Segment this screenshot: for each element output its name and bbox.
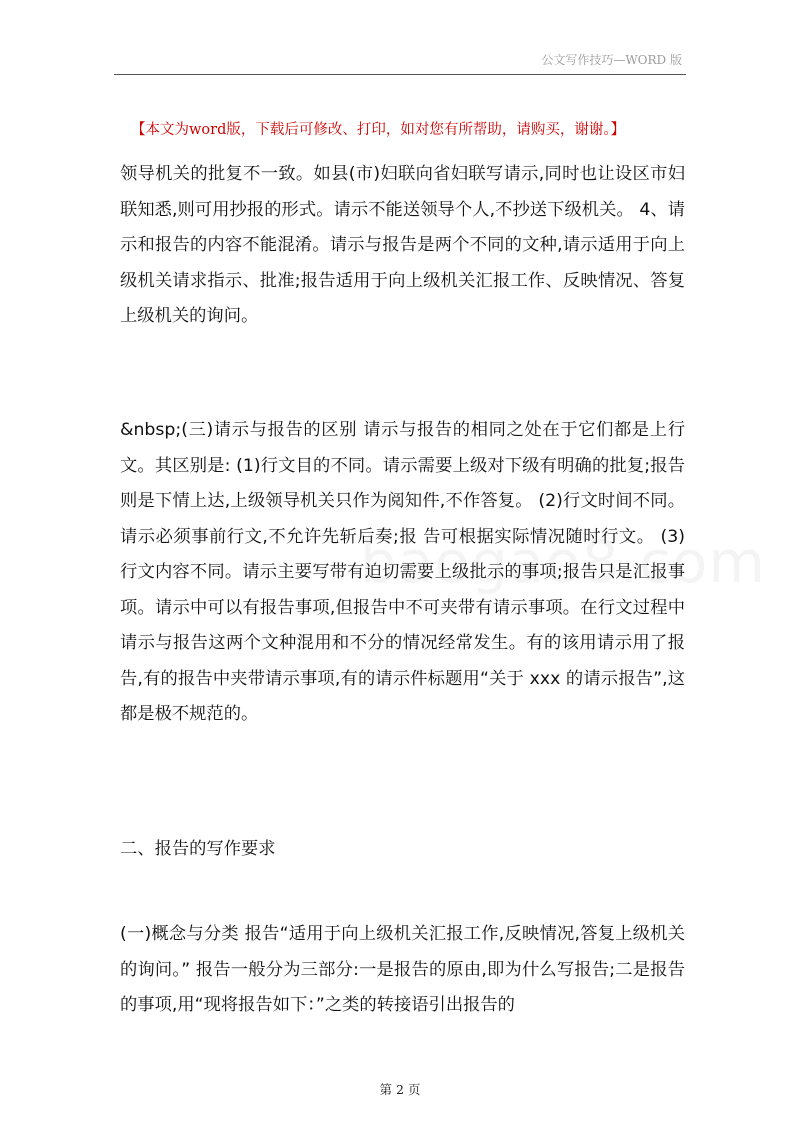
section-heading: 二、报告的写作要求 xyxy=(120,839,276,859)
body-paragraph: 领导机关的批复不一致。如县(市)妇联向省妇联写请示,同时也让设区市妇联知悉,则可用抄报的形式。请示不能送领导个人,不抄送下级机关。 4、请示和报告的内容不能混淆。请示与报告是两个不同的文种,请示适用于向上级机关请求指示、批准;报告适用于向上级机关汇报工作、反映情况、答复上级机关的询问。 xyxy=(120,164,685,326)
header-divider xyxy=(114,74,686,75)
page-number: 第 2 页 xyxy=(379,1082,421,1097)
download-notice: 【本文为word版，下载后可修改、打印，如对您有所帮助，请购买，谢谢。】 xyxy=(131,122,626,138)
body-paragraph: (一)概念与分类 报告“适用于向上级机关汇报工作,反映情况,答复上级机关 的询问。” 报告一般分为三部分:一是报告的原由,即为什么写报告;二是报告的事项,用“现将报告如下：”之类的转接语引出报告的 xyxy=(120,924,685,1015)
document-header: 公文写作技巧—WORD 版 xyxy=(541,53,682,67)
body-paragraph: &nbsp;(三)请示与报告的区别 请示与报告的相同之处在于它们都是上行文。其区别是: (1)行文目的不同。请示需要上级对下级有明确的批复;报告 则是下情上达,上级领导机关只作为阅知件,不作答复。 (2)行文时间不同。请示必须事前行文,不允许先斩后奏;报 告可根据实际情况随时行文。 (3)行文内容不同。请示主要写带有迫切需要上级批示的事项;报告只是汇报事项。请示中可以有报告事项,但报告中不可夹带有请示事项。在行文过程中请示与报告这两个文种混用和不分的情况经常发生。有的该用请示用了报告,有的报告中夹带请示事项,有的请示件标题用“关于 xxx 的请示报告”,这都是极不规范的。 xyxy=(120,420,685,724)
